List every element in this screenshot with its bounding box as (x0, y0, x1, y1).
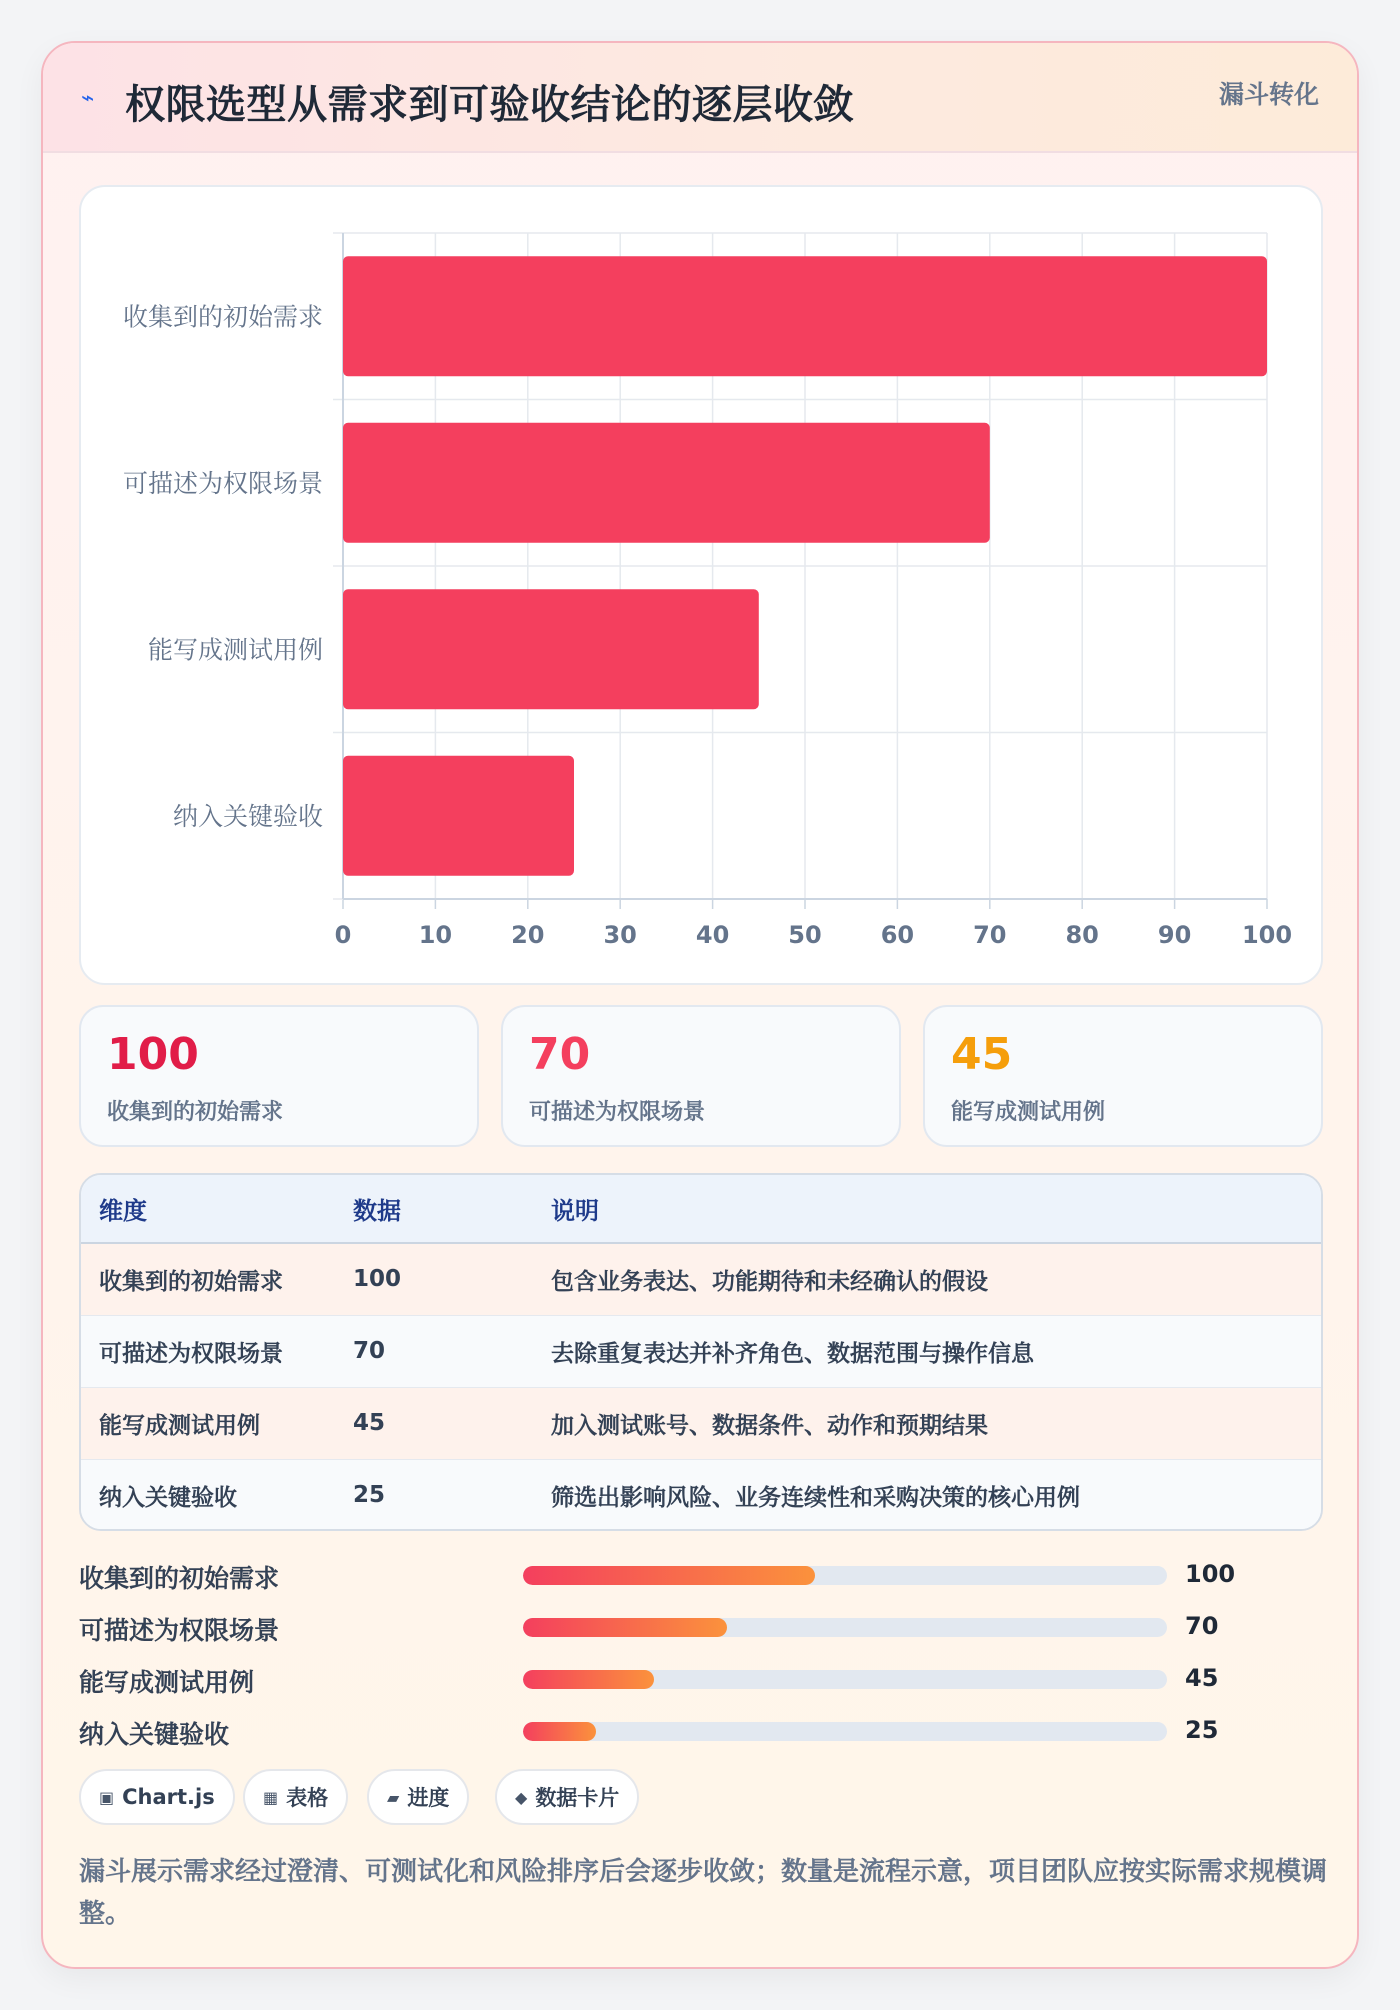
stat-value: 70 (529, 1029, 591, 1080)
table-cell: 收集到的初始需求 (99, 1268, 283, 1295)
progress-label: 纳入关键验收 (79, 1720, 230, 1749)
progress-track (523, 1670, 1167, 1689)
progress-label: 可描述为权限场景 (79, 1616, 280, 1645)
stat-label: 能写成测试用例 (951, 1100, 1106, 1125)
progress-row (79, 1660, 1323, 1700)
column-header-description: 说明 (551, 1197, 599, 1225)
y-category-label: 能写成测试用例 (147, 635, 323, 665)
chip-label: 数据卡片 (535, 1786, 620, 1810)
x-tick-label: 10 (418, 921, 453, 949)
progress-label: 收集到的初始需求 (79, 1564, 280, 1593)
chart-panel (79, 185, 1323, 985)
x-tick-label: 100 (1241, 921, 1293, 949)
table-cell: 筛选出影响风险、业务连续性和采购决策的核心用例 (551, 1484, 1080, 1511)
progress-row (79, 1712, 1323, 1752)
x-tick-label: 70 (973, 921, 1007, 949)
stat-value: 100 (107, 1029, 199, 1080)
stat-label: 收集到的初始需求 (107, 1100, 284, 1125)
table-cell: 70 (353, 1338, 386, 1364)
bar-2 (343, 423, 990, 543)
chip-label: 表格 (286, 1786, 329, 1810)
chip-label: 进度 (407, 1786, 450, 1810)
progress-row (79, 1556, 1323, 1596)
progress-fill (523, 1722, 596, 1741)
progress-track (523, 1618, 1167, 1637)
stat-card (501, 1005, 901, 1147)
card-header (43, 43, 1357, 153)
progress-label: 能写成测试用例 (79, 1668, 255, 1697)
table-icon: ▦ (263, 1787, 279, 1807)
progress-value: 100 (1185, 1560, 1236, 1588)
table-cell: 加入测试账号、数据条件、动作和预期结果 (551, 1412, 988, 1439)
x-tick-label: 60 (880, 921, 915, 949)
column-header-dimension: 维度 (99, 1197, 147, 1225)
progress-track (523, 1722, 1167, 1741)
chart-icon: ▣ (99, 1787, 115, 1807)
table-cell: 25 (353, 1482, 386, 1509)
progress-value: 25 (1185, 1716, 1219, 1744)
progress-row (79, 1608, 1323, 1648)
y-category-label: 纳入关键验收 (172, 801, 323, 831)
footnote: 漏斗展示需求经过澄清、可测试化和风险排序后会逐步收敛；数量是流程示意，项目团队应按实际需求规模调整。 (79, 1857, 1328, 1929)
x-tick-label: 80 (1065, 921, 1099, 949)
table-row (81, 1315, 1321, 1387)
header-tag: 漏斗转化 (1218, 80, 1319, 109)
progress-fill (523, 1566, 815, 1585)
x-tick-label: 90 (1157, 921, 1192, 949)
page-title: 权限选型从需求到可验收结论的逐层收敛 (125, 82, 854, 128)
tag-chip-data-cards[interactable] (495, 1769, 639, 1825)
bar-1 (343, 256, 1267, 376)
table-cell: 纳入关键验收 (99, 1484, 237, 1511)
x-tick-label: 20 (511, 921, 545, 949)
bar-chart (81, 187, 1325, 987)
table-cell: 包含业务表达、功能期待和未经确认的假设 (551, 1268, 988, 1295)
table-cell: 100 (353, 1266, 402, 1293)
table-row (81, 1243, 1321, 1315)
x-tick-label: 40 (695, 921, 730, 949)
diamond-icon: ◆ (515, 1787, 528, 1807)
table-cell: 去除重复表达并补齐角色、数据范围与操作信息 (551, 1340, 1034, 1367)
progress-track (523, 1566, 1167, 1585)
table-cell: 可描述为权限场景 (99, 1340, 283, 1367)
y-category-label: 收集到的初始需求 (122, 302, 323, 332)
table-cell: 45 (353, 1410, 386, 1436)
column-header-data: 数据 (353, 1197, 401, 1225)
x-tick-label: 30 (603, 921, 637, 949)
tag-chip-progress[interactable] (367, 1769, 469, 1825)
chip-label: Chart.js (122, 1785, 215, 1809)
tag-chip-table[interactable] (243, 1769, 348, 1825)
funnel-card (41, 41, 1359, 1969)
bar-3 (343, 589, 759, 709)
lightning-icon: ⌁ (81, 86, 95, 111)
progress-fill (523, 1670, 654, 1689)
table-row (81, 1459, 1321, 1531)
data-table (79, 1173, 1323, 1531)
stat-label: 可描述为权限场景 (529, 1100, 706, 1125)
table-header-row (81, 1175, 1321, 1243)
stat-value: 45 (951, 1029, 1013, 1080)
tag-chip-chartjs[interactable] (79, 1769, 235, 1825)
y-category-label: 可描述为权限场景 (122, 468, 323, 498)
bar-4 (343, 756, 574, 876)
table-cell: 能写成测试用例 (99, 1412, 260, 1439)
stat-card (923, 1005, 1323, 1147)
stat-card (79, 1005, 479, 1147)
x-tick-label: 50 (788, 921, 822, 949)
progress-fill (523, 1618, 727, 1637)
progress-value: 70 (1185, 1612, 1219, 1640)
progress-value: 45 (1185, 1664, 1219, 1692)
table-row (81, 1387, 1321, 1459)
progress-icon: ▰ (387, 1787, 400, 1807)
x-tick-label: 0 (334, 921, 352, 949)
